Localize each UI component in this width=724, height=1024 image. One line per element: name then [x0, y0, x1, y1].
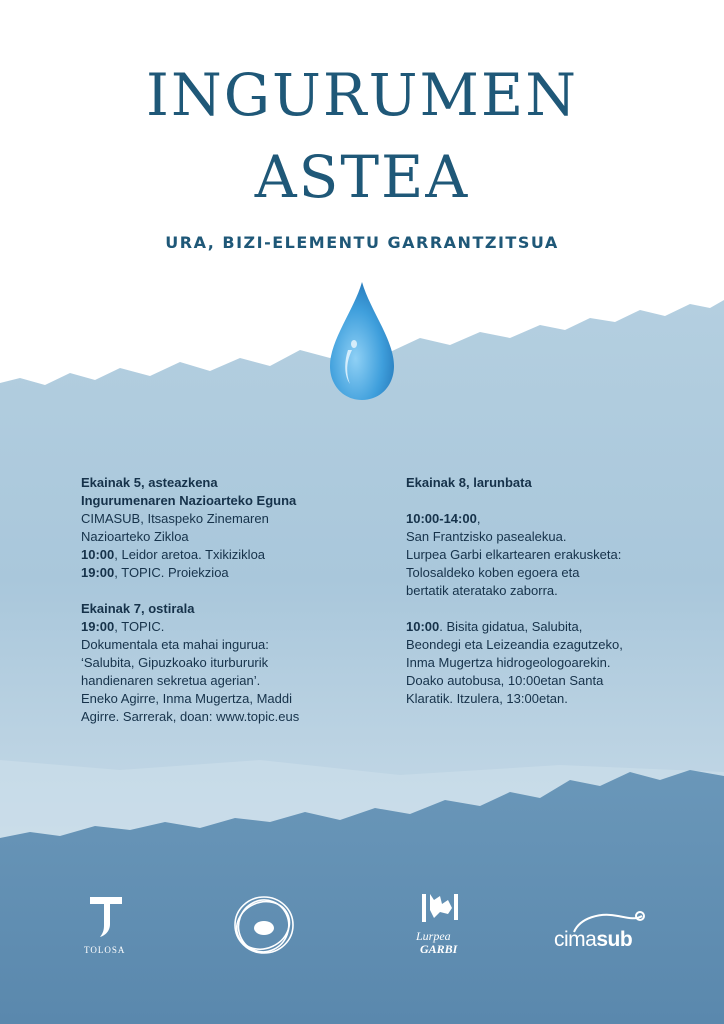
event-date: Ekainak 8, larunbata — [406, 475, 532, 490]
water-drop-icon — [328, 280, 396, 402]
event-line: , TOPIC. — [114, 619, 165, 634]
event-line: Beondegi eta Leizeandia ezagutzeko, — [406, 637, 623, 652]
subtitle: URA, BIZI-ELEMENTU GARRANTZITSUA — [165, 233, 559, 252]
events-right-column — [406, 474, 671, 708]
event-line: , TOPIC. Proiekzioa — [114, 565, 229, 580]
events-left-column — [81, 474, 346, 726]
event-line: Doako autobusa, 10:00etan Santa — [406, 673, 604, 688]
title-line-2: ASTEA — [254, 143, 470, 211]
event-line: ‘Salubita, Gipuzkoako iturbururik — [81, 655, 269, 670]
event-time: 10:00 — [406, 619, 440, 634]
event-time: 19:00 — [81, 565, 115, 580]
lurpea-logo-text: Lurpea — [416, 929, 451, 943]
event-line: Nazioarteko Zikloa — [81, 529, 189, 544]
event-line: . Bisita gidatua, Salubita, — [439, 619, 583, 634]
garbi-logo-text: GARBI — [420, 942, 458, 956]
event-date: Ekainak 5, asteazkena — [81, 475, 218, 490]
lurpea-garbi-logo-icon — [418, 890, 460, 932]
event-line: , — [476, 511, 481, 526]
event-line: Lurpea Garbi elkartearen erakusketa: — [406, 547, 622, 562]
event-line: Dokumentala eta mahai ingurua: — [81, 637, 269, 652]
event-line: Inma Mugertza hidrogeologoarekin. — [406, 655, 611, 670]
title-line-1: INGURUMEN — [146, 61, 578, 129]
event-line: San Frantzisko pasealekua. — [406, 529, 567, 544]
event-heading: Ingurumenaren Nazioarteko Eguna — [81, 493, 297, 508]
event-line: Tolosaldeko koben egoera eta — [406, 565, 580, 580]
event-time: 19:00 — [81, 619, 115, 634]
cimasub-logo-text — [554, 928, 632, 952]
event-line: , Leidor aretoa. Txikizikloa — [114, 547, 266, 562]
event-line: Agirre. Sarrerak, doan: www.topic.eus — [81, 709, 300, 724]
event-line: CIMASUB, Itsaspeko Zinemaren — [81, 511, 269, 526]
tolosa-logo-icon — [86, 894, 126, 942]
circle-logo-icon — [231, 892, 297, 958]
event-line: Klaratik. Itzulera, 13:00etan. — [406, 691, 568, 706]
tolosa-logo-text: TOLOSA — [84, 945, 126, 955]
event-line: Eneko Agirre, Inma Mugertza, Maddi — [81, 691, 292, 706]
event-line: handienaren sekretua agerian’. — [81, 673, 261, 688]
event-date: Ekainak 7, ostirala — [81, 601, 195, 616]
event-line: bertatik ateratako zaborra. — [406, 583, 558, 598]
event-time: 10:00-14:00 — [406, 511, 477, 526]
sub-text: sub — [596, 928, 633, 951]
event-time: 10:00 — [81, 547, 115, 562]
cima-text: cima — [554, 928, 597, 951]
